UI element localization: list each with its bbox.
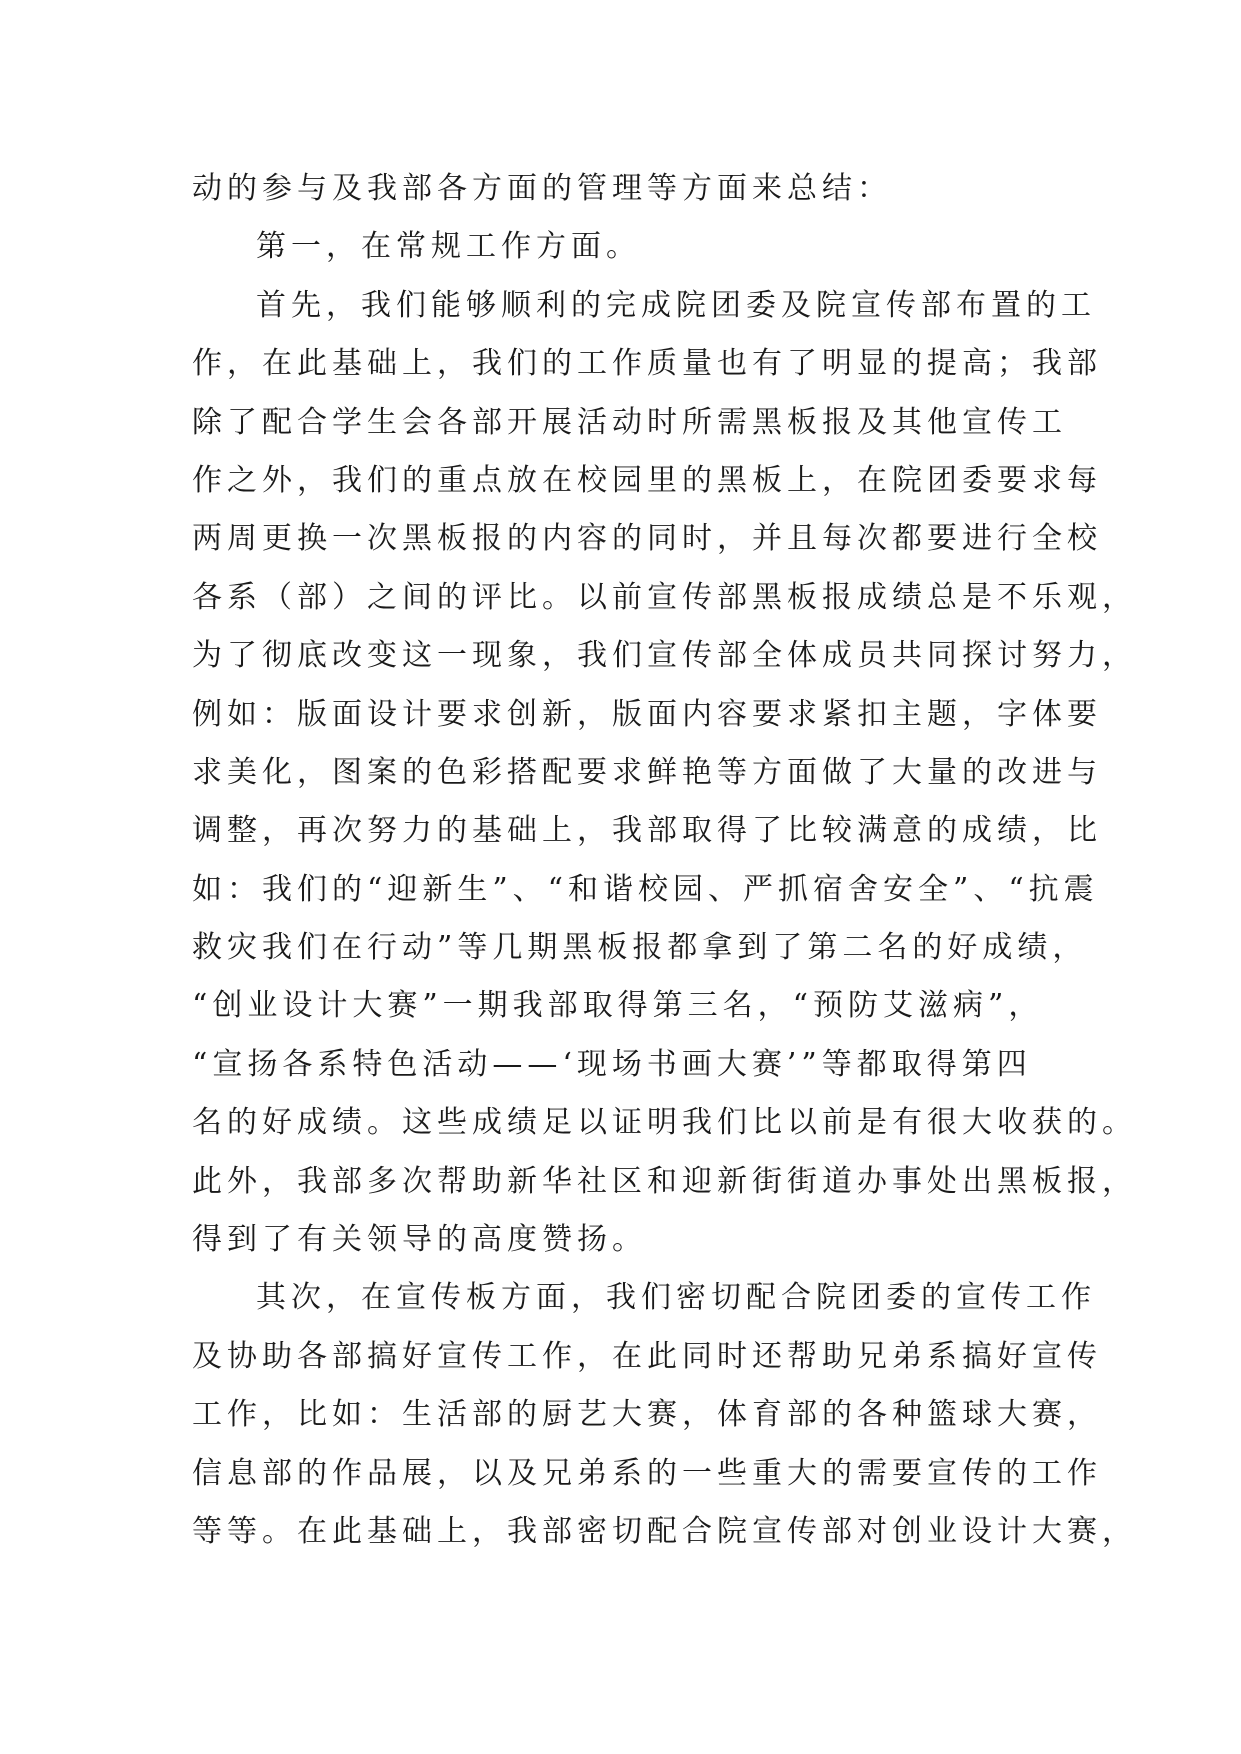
text-line: 如：我们的“迎新生”、“和谐校园、严抓宿舍安全”、“抗震 <box>192 871 1099 907</box>
text-line: 救灾我们在行动”等几期黑板报都拿到了第二名的好成绩， <box>192 930 1088 966</box>
text-line: 求美化，图案的色彩搭配要求鲜艳等方面做了大量的改进与 <box>192 754 1102 790</box>
body-text <box>192 160 1137 1561</box>
text-line: 作，在此基础上，我们的工作质量也有了明显的提高；我部 <box>192 346 1102 382</box>
text-line: 其次，在宣传板方面，我们密切配合院团委的宣传工作 <box>256 1280 1096 1316</box>
text-line: 各系（部）之间的评比。以前宣传部黑板报成绩总是不乐观， <box>192 579 1137 615</box>
text-line: 除了配合学生会各部开展活动时所需黑板报及其他宣传工 <box>192 404 1067 440</box>
text-line: “宣扬各系特色活动——‘现场书画大赛’”等都取得第四 <box>192 1046 1032 1082</box>
text-line: 工作，比如：生活部的厨艺大赛，体育部的各种篮球大赛， <box>192 1397 1102 1433</box>
text-line: 得到了有关领导的高度赞扬。 <box>192 1222 647 1258</box>
text-line: 名的好成绩。这些成绩足以证明我们比以前是有很大收获的。 <box>192 1105 1137 1141</box>
text-line: 此外，我部多次帮助新华社区和迎新街街道办事处出黑板报， <box>192 1163 1137 1199</box>
text-line: 作之外，我们的重点放在校园里的黑板上，在院团委要求每 <box>192 462 1102 498</box>
text-line: 信息部的作品展，以及兄弟系的一些重大的需要宣传的工作 <box>192 1455 1102 1491</box>
section-heading: 第一，在常规工作方面。 <box>256 229 641 265</box>
text-line: 首先，我们能够顺利的完成院团委及院宣传部布置的工 <box>256 287 1096 323</box>
text-line: 等等。在此基础上，我部密切配合院宣传部对创业设计大赛， <box>192 1513 1137 1549</box>
text-line: 两周更换一次黑板报的内容的同时，并且每次都要进行全校 <box>192 521 1102 557</box>
text-line: 为了彻底改变这一现象，我们宣传部全体成员共同探讨努力， <box>192 638 1137 674</box>
text-line: 例如：版面设计要求创新，版面内容要求紧扣主题，字体要 <box>192 696 1102 732</box>
text-line: “创业设计大赛”一期我部取得第三名，“预防艾滋病”， <box>192 988 1044 1024</box>
text-line: 动的参与及我部各方面的管理等方面来总结： <box>192 171 892 206</box>
text-line: 调整，再次努力的基础上，我部取得了比较满意的成绩，比 <box>192 813 1102 849</box>
text-line: 及协助各部搞好宣传工作，在此同时还帮助兄弟系搞好宣传 <box>192 1338 1102 1374</box>
